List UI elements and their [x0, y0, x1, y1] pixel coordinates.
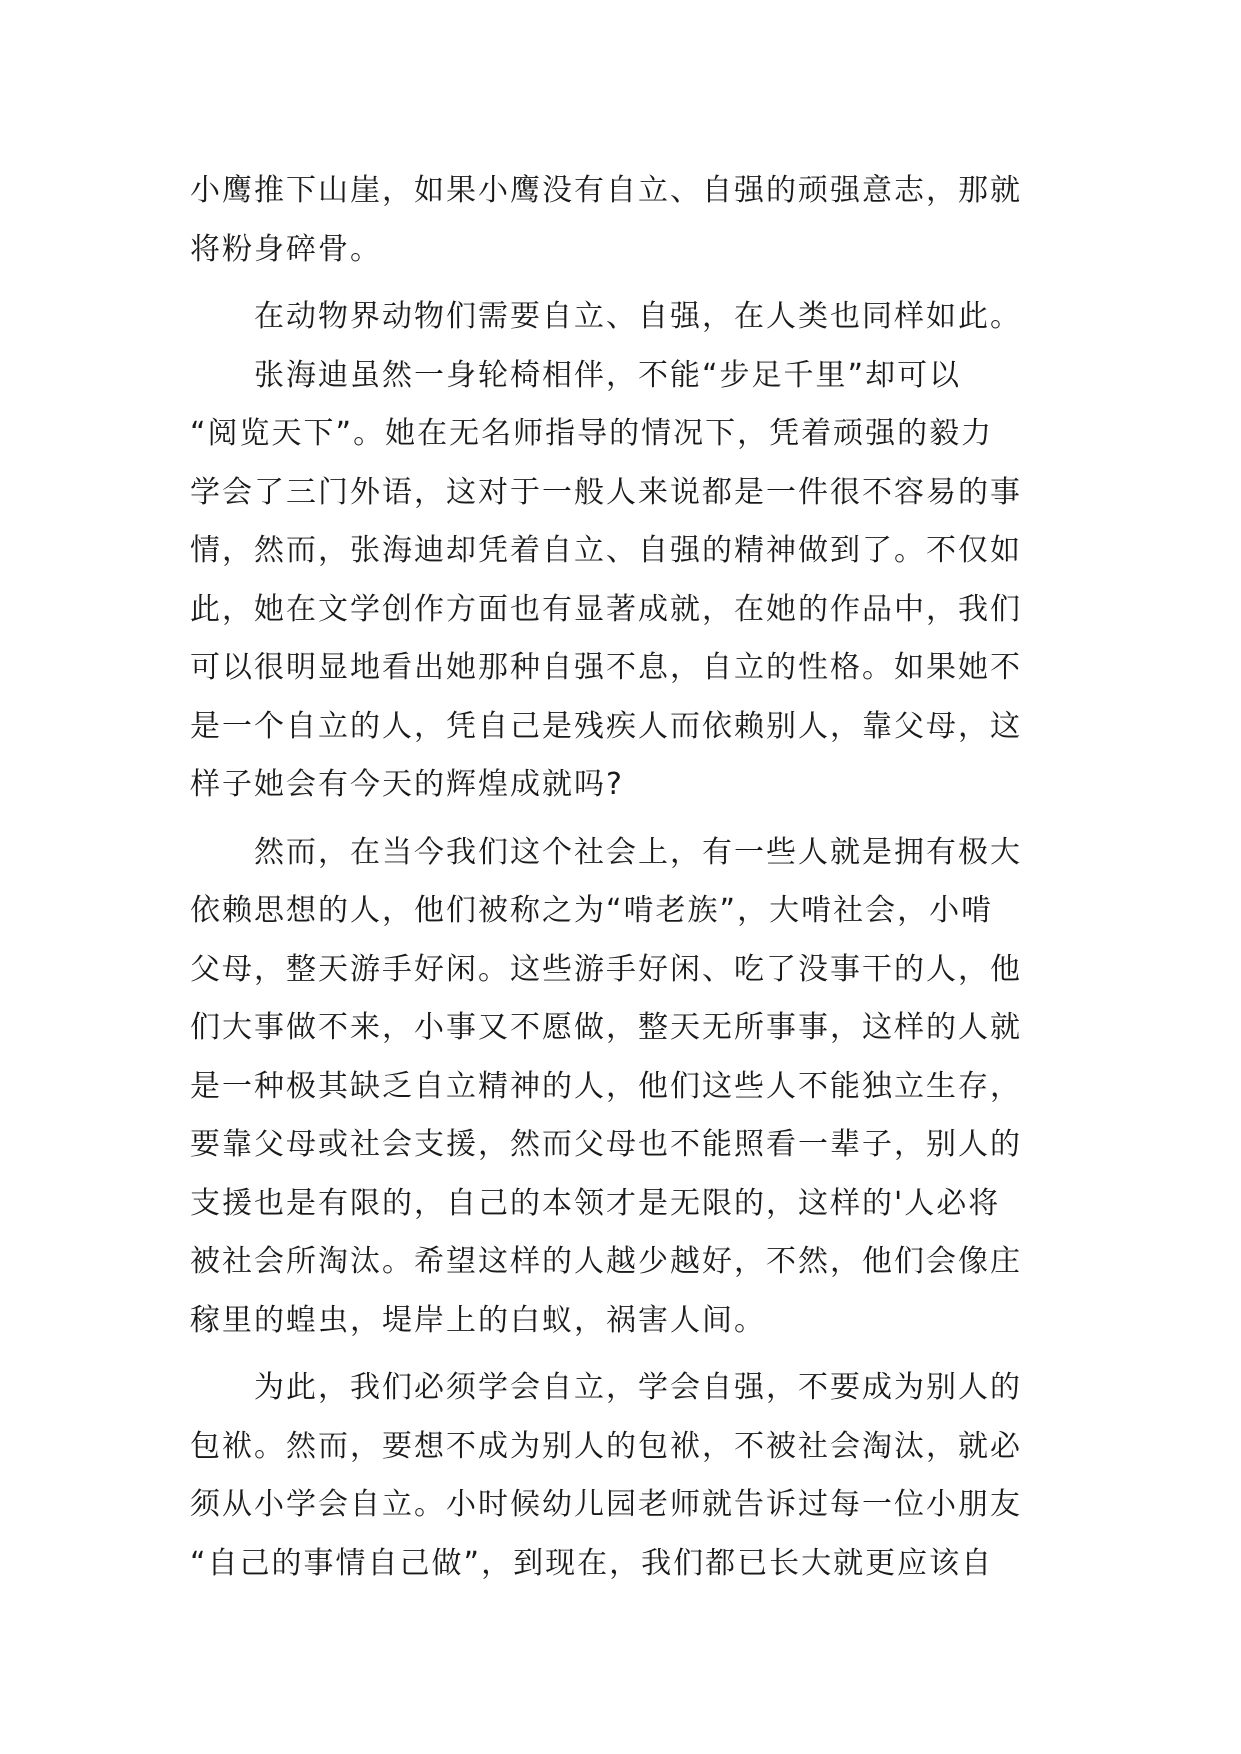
text-line: 包袱。然而，要想不成为别人的包袱，不被社会淘汰，就必 — [190, 1428, 1022, 1464]
text-line: 支援也是有限的，自己的本领才是无限的，这样的'人必将 — [190, 1185, 1001, 1221]
paragraph-start-line: 在动物界动物们需要自立、自强，在人类也同样如此。 — [254, 299, 1022, 334]
text-line: “阅览天下”。她在无名师指导的情况下，凭着顽强的毅力 — [190, 416, 994, 451]
text-line: 依赖思想的人，他们被称之为“啃老族”，大啃社会，小啃 — [190, 893, 994, 928]
paragraph-start-line: 然而，在当今我们这个社会上，有一些人就是拥有极大 — [254, 834, 1022, 870]
text-line: “自己的事情自己做”，到现在，我们都已长大就更应该自 — [190, 1545, 994, 1581]
paragraph-start-line: 张海迪虽然一身轮椅相伴，不能“步足千里”却可以 — [254, 357, 962, 393]
text-line: 父母，整天游手好闲。这些游手好闲、吃了没事干的人，他 — [190, 951, 1022, 987]
paragraph-gap — [190, 279, 1052, 288]
body-text — [190, 162, 1052, 1593]
paragraph-gap — [190, 1350, 1052, 1359]
text-line: 情，然而，张海迪却凭着自立、自强的精神做到了。不仅如 — [190, 533, 1022, 568]
paragraph-gap — [190, 815, 1052, 824]
text-line: 是一种极其缺乏自立精神的人，他们这些人不能独立生存， — [190, 1068, 1022, 1104]
paragraph-start-line: 为此，我们必须学会自立，学会自强，不要成为别人的 — [254, 1370, 1022, 1405]
text-line: 要靠父母或社会支援，然而父母也不能照看一辈子，别人的 — [190, 1127, 1022, 1162]
text-line: 们大事做不来，小事又不愿做，整天无所事事，这样的人就 — [190, 1010, 1022, 1045]
text-line: 须从小学会自立。小时候幼儿园老师就告诉过每一位小朋友 — [190, 1487, 1022, 1522]
text-line: 可以很明显地看出她那种自强不息，自立的性格。如果她不 — [190, 650, 1022, 685]
text-line: 是一个自立的人，凭自己是残疾人而依赖别人，靠父母，这 — [190, 708, 1022, 744]
text-line: 将粉身碎骨。 — [190, 231, 382, 267]
text-line: 被社会所淘汰。希望这样的人越少越好，不然，他们会像庄 — [190, 1244, 1022, 1279]
text-line: 样子她会有今天的辉煌成就吗? — [190, 767, 624, 802]
text-line: 小鹰推下山崖，如果小鹰没有自立、自强的顽强意志，那就 — [190, 173, 1022, 208]
text-line: 稼里的蝗虫，堤岸上的白蚁，祸害人间。 — [190, 1302, 766, 1338]
text-line: 此，她在文学创作方面也有显著成就，在她的作品中，我们 — [190, 591, 1022, 627]
text-line: 学会了三门外语，这对于一般人来说都是一件很不容易的事 — [190, 474, 1022, 510]
